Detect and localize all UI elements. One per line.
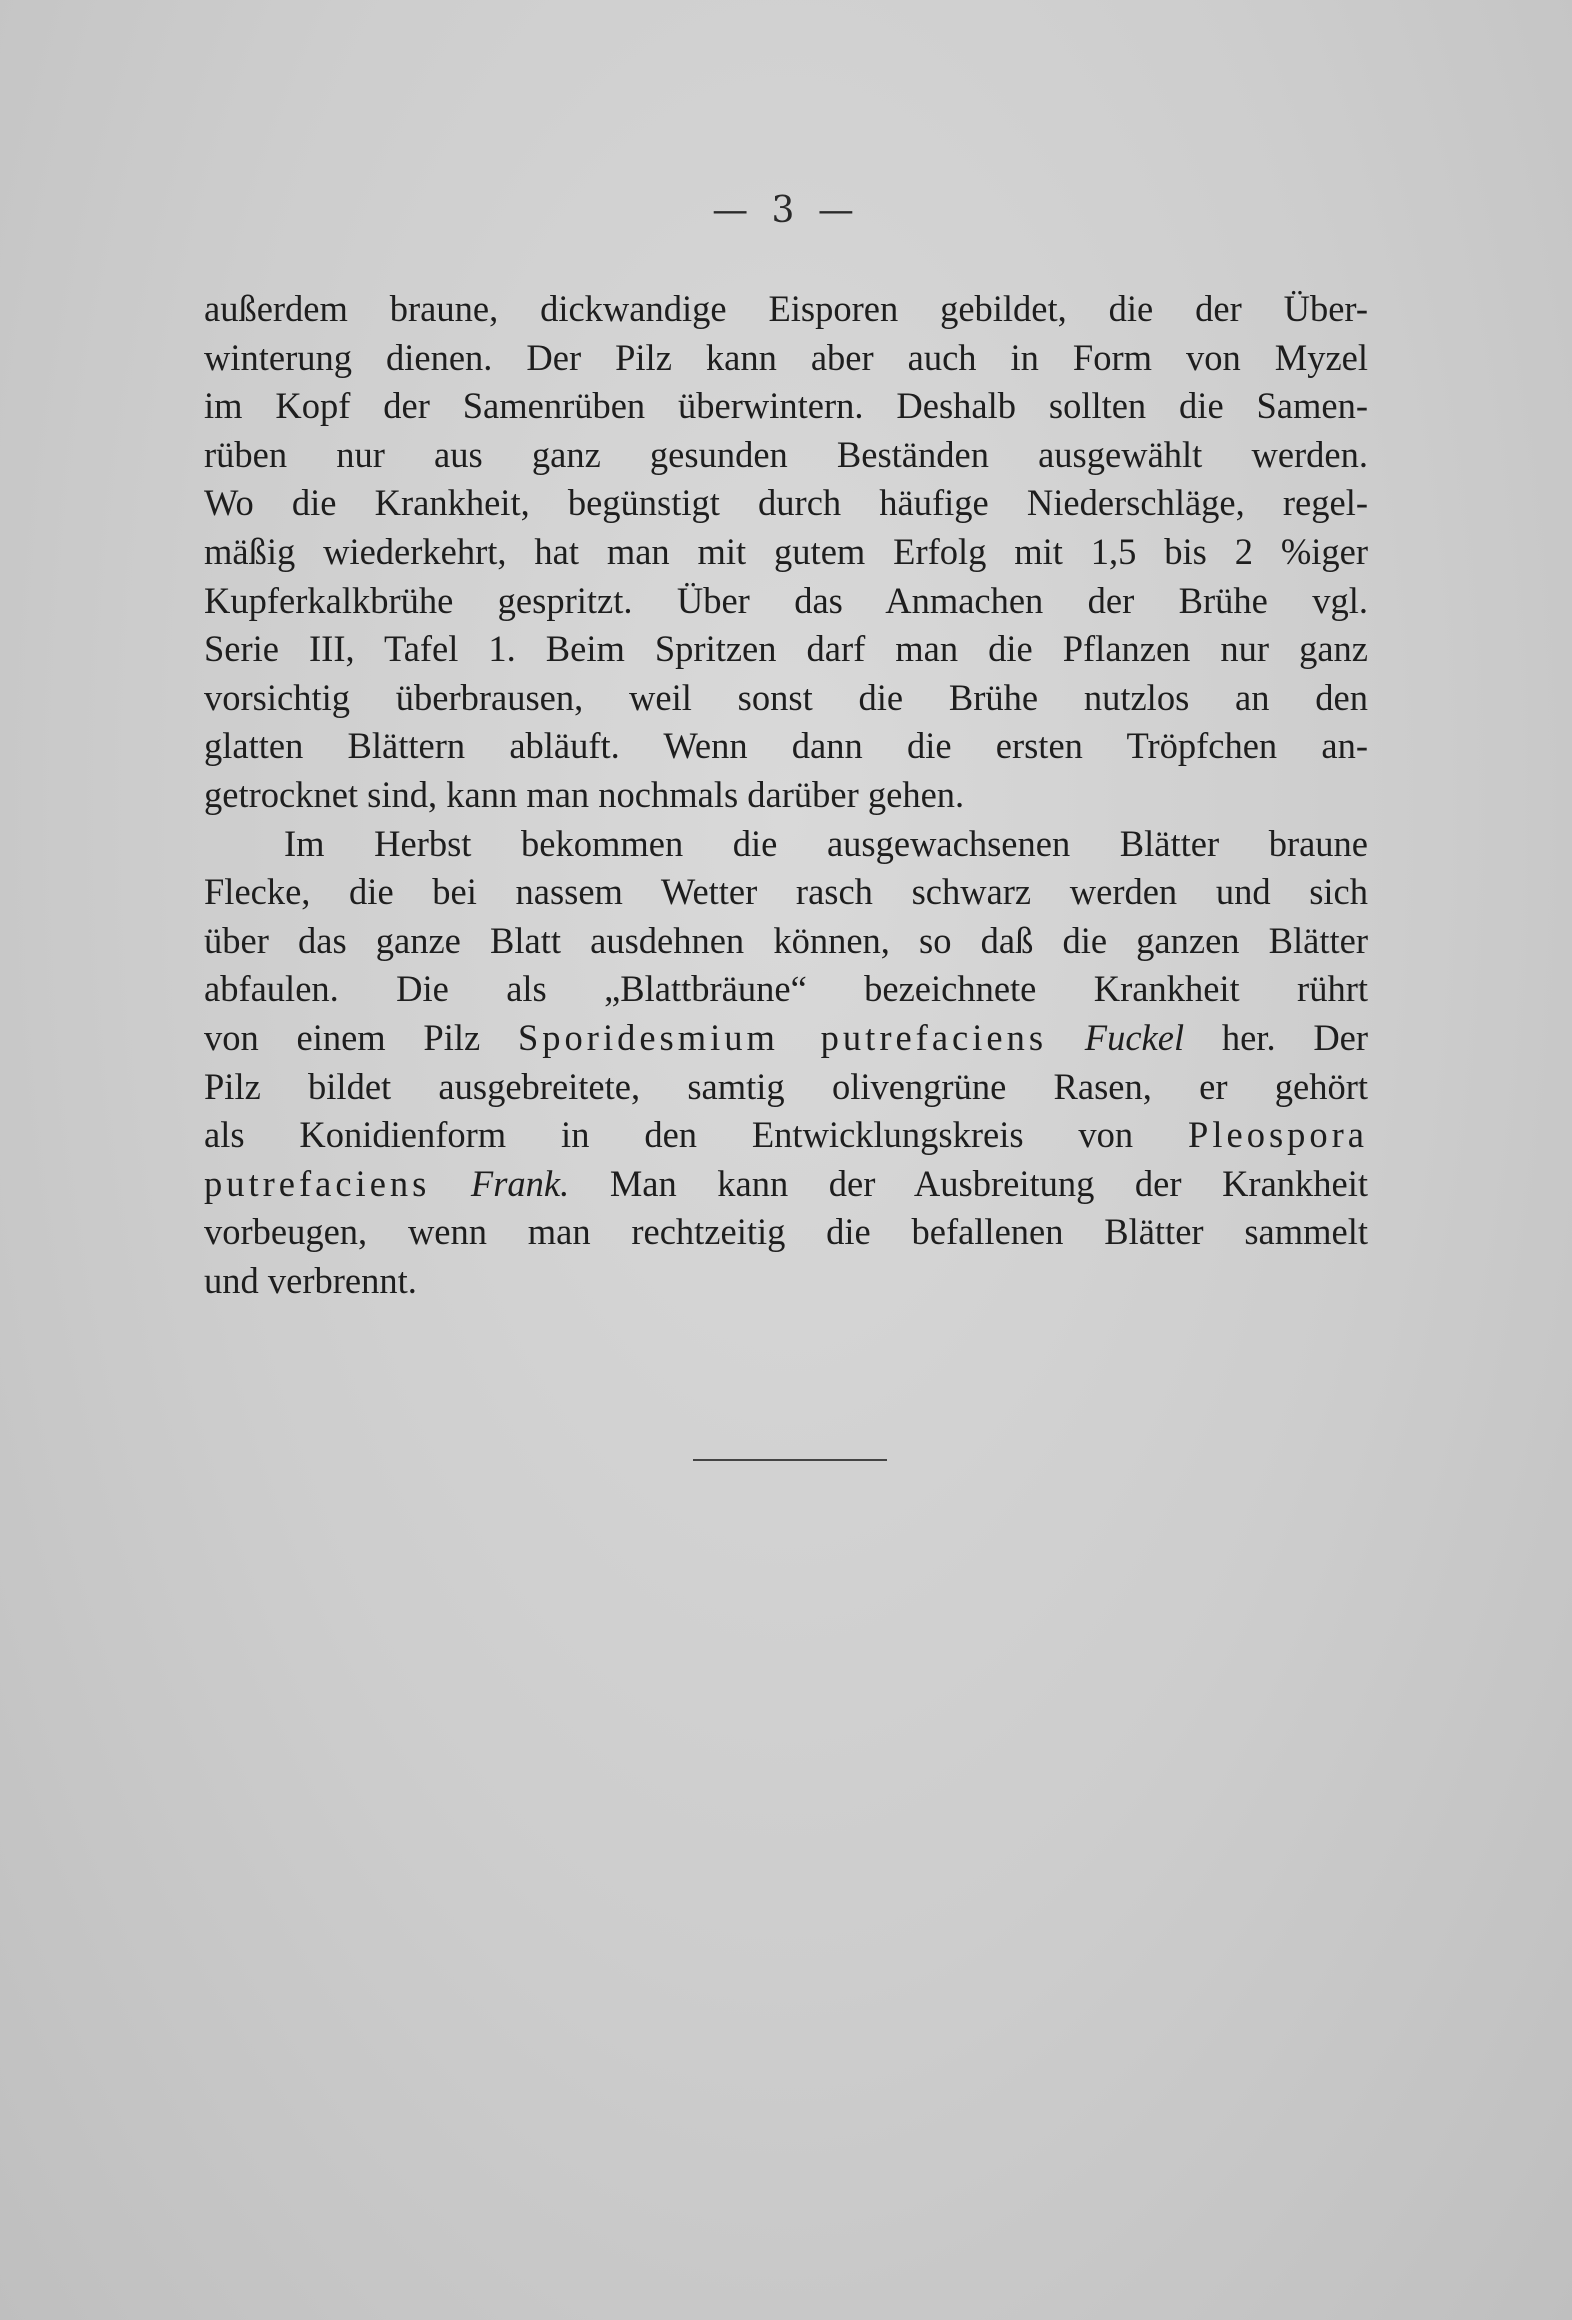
text-line: außerdem braune, dickwandige Eisporen gebildet, die der Über- — [204, 288, 1368, 329]
text-line: und verbrennt. — [204, 1259, 417, 1301]
text-line — [204, 1111, 1368, 1160]
text-line: Pilz bildet ausgebreitete, samtig olivengrüne Rasen, er gehört — [204, 1065, 1368, 1107]
text-line: rüben nur aus ganz gesunden Beständen ausgewählt werden. — [204, 433, 1368, 475]
text-line — [204, 1014, 1368, 1063]
text-line: über das ganze Blatt ausdehnen können, so daß die ganzen Blätter — [204, 919, 1368, 961]
body-text — [204, 285, 1368, 1305]
text-line: mäßig wiederkehrt, hat man mit gutem Erfolg mit 1,5 bis 2 %iger — [204, 530, 1368, 572]
text-line: vorsichtig überbrausen, weil sonst die Brühe nutzlos an den — [204, 676, 1368, 718]
text-line: winterung dienen. Der Pilz kann aber auch in Form von Myzel — [204, 336, 1368, 378]
text-line: im Kopf der Samenrüben überwintern. Deshalb sollten die Samen- — [204, 385, 1368, 427]
species-name: Sporidesmium putrefaciens — [518, 1016, 1048, 1058]
text-segment: von einem Pilz — [204, 1016, 481, 1058]
author-name: Frank. — [470, 1162, 570, 1204]
text-line: getrocknet sind, kann man nochmals darüber gehen. — [204, 773, 965, 815]
text-line: abfaulen. Die als „Blattbräune“ bezeichnete Krankheit rührt — [204, 968, 1368, 1010]
species-epithet: putrefaciens — [204, 1162, 431, 1204]
text-line: Im Herbst bekommen die ausgewachsenen Blätter braune — [284, 822, 1368, 864]
text-line: vorbeugen, wenn man rechtzeitig die befallenen Blätter sammelt — [204, 1211, 1368, 1253]
text-line: glatten Blättern abläuft. Wenn dann die ersten Tröpfchen an- — [204, 725, 1368, 767]
paragraph-1 — [204, 285, 1368, 820]
section-divider — [693, 1459, 887, 1461]
text-line: Kupferkalkbrühe gespritzt. Über das Anmachen der Brühe vgl. — [204, 579, 1368, 621]
genus-name: Pleospora — [1188, 1114, 1368, 1156]
paragraph-2 — [204, 820, 1368, 1306]
author-name: Fuckel — [1084, 1016, 1185, 1058]
text-line: Serie III, Tafel 1. Beim Spritzen darf man die Pflanzen nur ganz — [204, 628, 1368, 670]
page-number: — 3 — — [712, 190, 860, 231]
text-segment: her. Der — [1221, 1016, 1369, 1058]
text-segment: als Konidienform in den Entwicklungskreis von — [204, 1114, 1134, 1156]
text-line: Flecke, die bei nassem Wetter rasch schwarz werden und sich — [204, 871, 1368, 913]
text-segment: Man kann der Ausbreitung der Krankheit — [609, 1162, 1369, 1204]
text-line: Wo die Krankheit, begünstigt durch häufige Niederschläge, regel- — [204, 482, 1368, 524]
text-line — [204, 1160, 1368, 1209]
